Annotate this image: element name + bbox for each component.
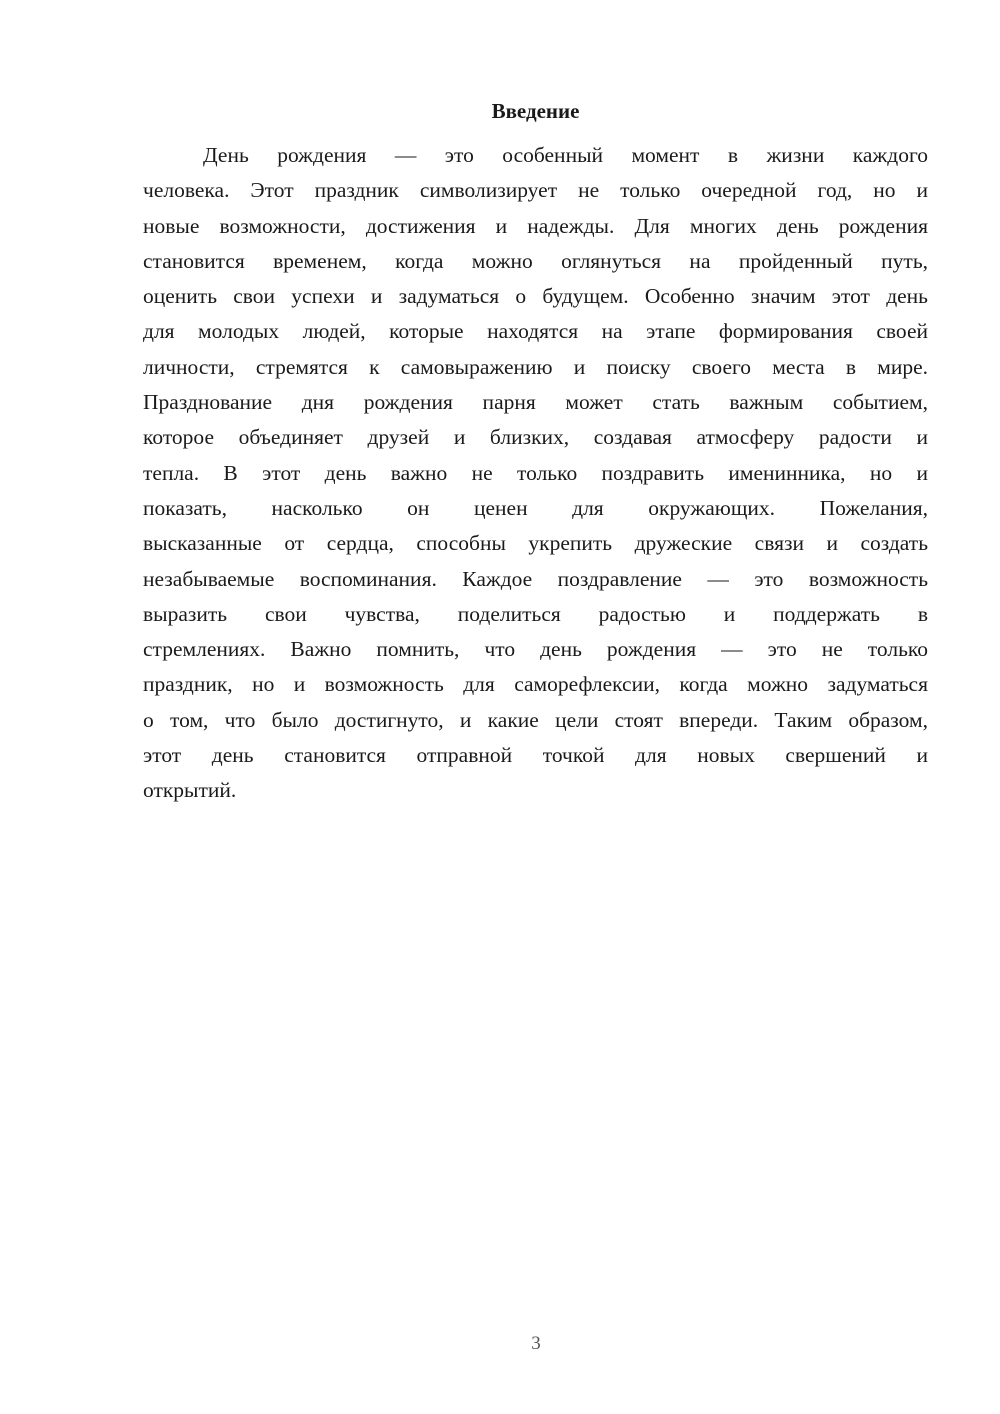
paragraph-line: личности, стремятся к самовыражению и поиску своего места в мире.: [143, 354, 928, 379]
paragraph-line: тепла. В этот день важно не только поздравить именинника, но и: [143, 460, 928, 485]
page-number: 3: [531, 1333, 541, 1354]
paragraph-line: оценить свои успехи и задуматься о будущем. Особенно значим этот день: [143, 284, 928, 309]
paragraph-line: стремлениях. Важно помнить, что день рождения — это не только: [143, 637, 928, 662]
page-content: [143, 96, 928, 809]
paragraph-line: показать, насколько он ценен для окружающих. Пожелания,: [143, 495, 928, 520]
paragraph-line: День рождения — это особенный момент в жизни каждого: [203, 143, 928, 167]
paragraph-line: открытий.: [143, 778, 237, 803]
paragraph-line: Празднование дня рождения парня может стать важным событием,: [143, 390, 928, 415]
paragraph-line: незабываемые воспоминания. Каждое поздравление — это возможность: [143, 566, 928, 591]
paragraph-line: для молодых людей, которые находятся на этапе формирования своей: [143, 319, 928, 344]
body-paragraph: [143, 138, 928, 809]
paragraph-line: праздник, но и возможность для саморефлексии, когда можно задуматься: [143, 672, 928, 697]
paragraph-line: которое объединяет друзей и близких, создавая атмосферу радости и: [143, 425, 928, 450]
paragraph-line: этот день становится отправной точкой для новых свершений и: [143, 743, 928, 768]
section-heading: Введение: [491, 99, 580, 123]
paragraph-line: становится временем, когда можно оглянуться на пройденный путь,: [143, 248, 928, 273]
paragraph-line: человека. Этот праздник символизирует не только очередной год, но и: [143, 178, 928, 203]
paragraph-line: выразить свои чувства, поделиться радостью и поддержать в: [143, 601, 928, 626]
paragraph-line: новые возможности, достижения и надежды. Для многих день рождения: [143, 213, 928, 238]
paragraph-line: о том, что было достигнуто, и какие цели стоят впереди. Таким образом,: [143, 707, 928, 732]
paragraph-line: высказанные от сердца, способны укрепить дружеские связи и создать: [143, 531, 928, 556]
